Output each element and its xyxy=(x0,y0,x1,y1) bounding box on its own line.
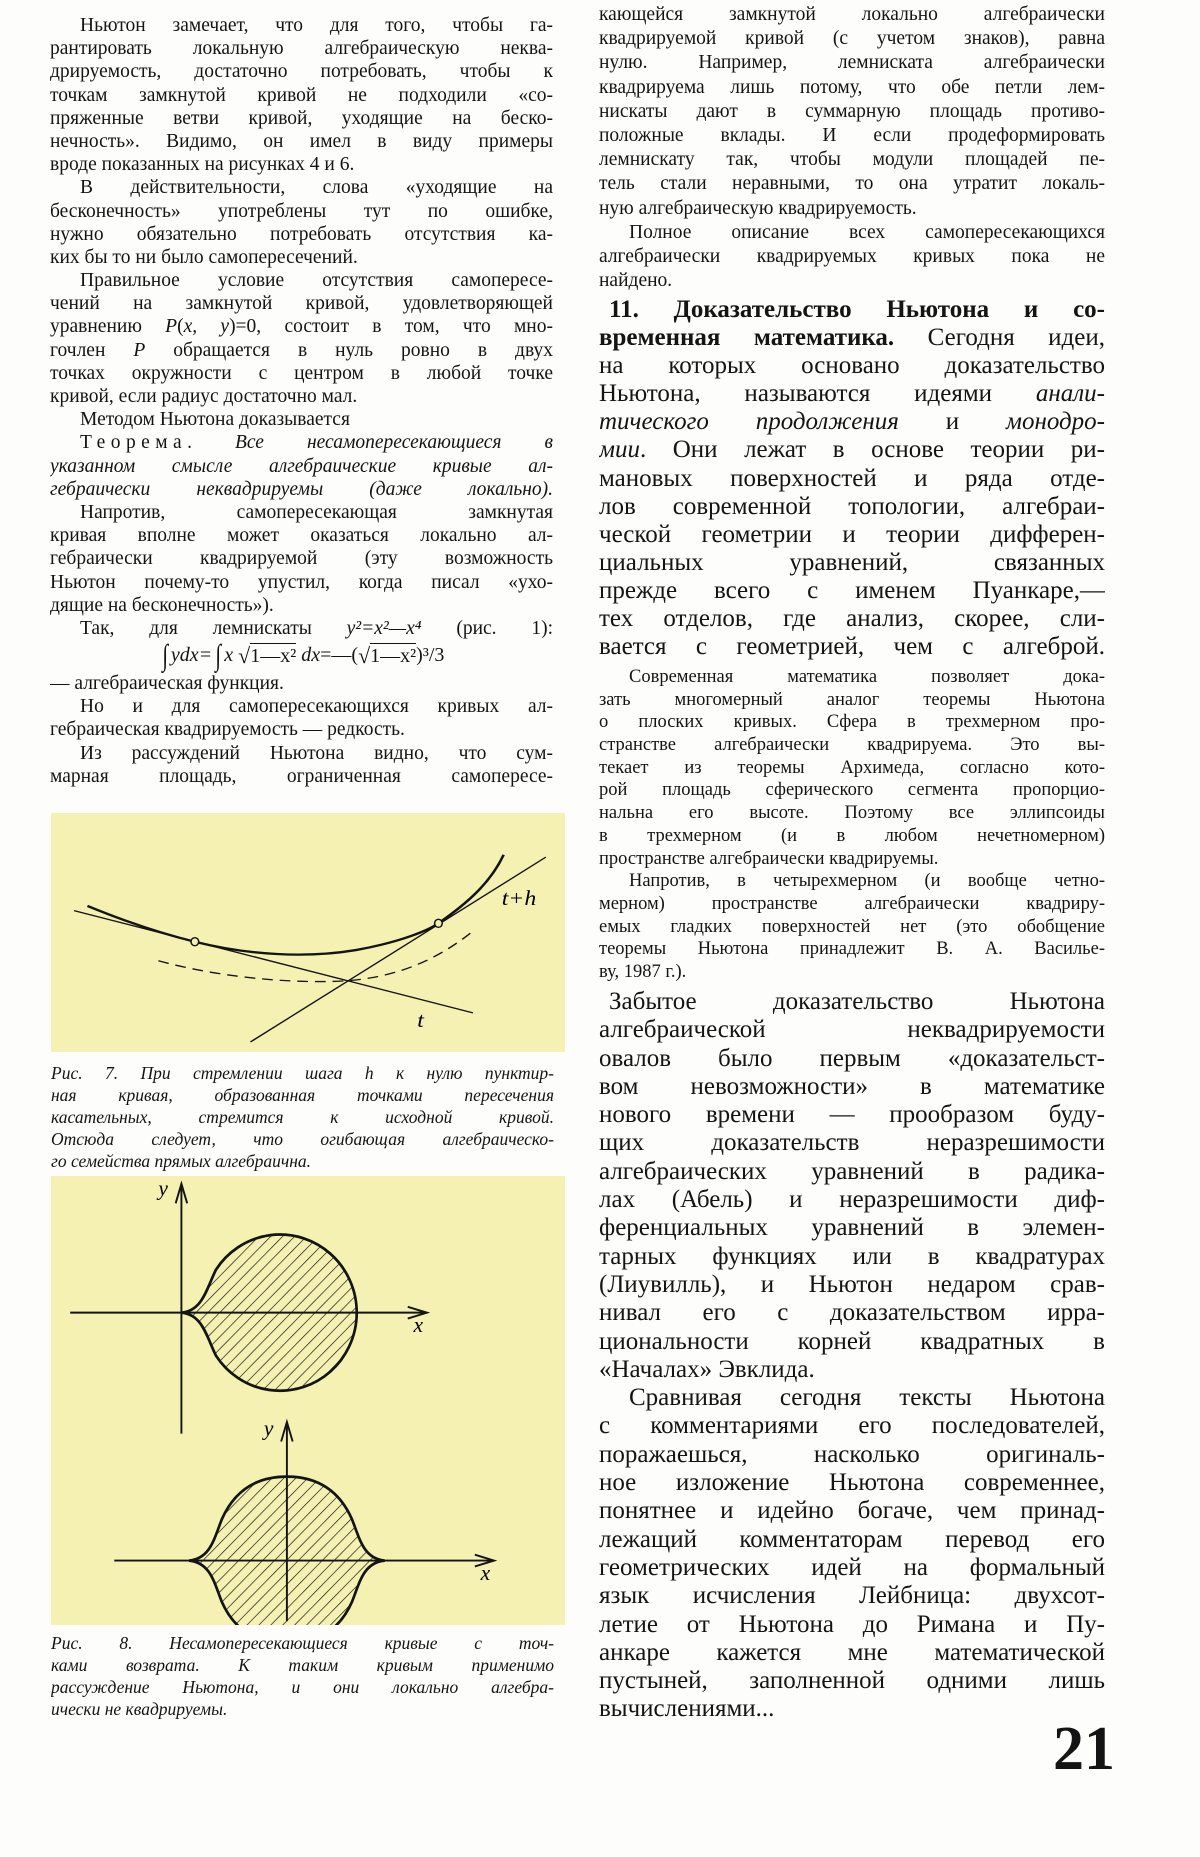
text-line: Полное описание всех самопересекающихся xyxy=(629,221,1105,243)
text-line: Рис. 7. При стремлении шага h к нулю пунктир- xyxy=(51,1063,554,1083)
text-segment: уравнению xyxy=(50,316,166,338)
caption-text xyxy=(51,1632,554,1720)
section-heading-paragraph xyxy=(599,296,1105,661)
text-segment: . Они лежат в основе теории ри- xyxy=(639,436,1105,464)
text-line: странстве алгебраически квадрируема. Это вы- xyxy=(599,735,1105,756)
text-line: геометрических идей на формальный xyxy=(599,1553,1105,1581)
dashed-intersection-curve xyxy=(158,933,471,982)
text-line: нечность». Видимо, он имел в виду примеры xyxy=(50,130,553,152)
text-line: нивал его с доказательством ирра- xyxy=(599,1299,1105,1327)
text-line: нового времени — прообразом буду- xyxy=(599,1101,1105,1129)
tangent-point xyxy=(435,919,443,927)
paragraph xyxy=(599,1384,1105,1724)
bold-text: временная математика. xyxy=(599,324,895,352)
tangent-envelope-diagram xyxy=(51,813,565,1052)
text-line: точкам замкнутой кривой не подходили «со- xyxy=(50,84,553,106)
text-line xyxy=(50,478,553,501)
text-line: кривой, если радиус достаточно мал. xyxy=(50,386,358,407)
text-line: алгебраически квадрируемых кривых пока не xyxy=(599,245,1105,267)
page-number: 21 xyxy=(1053,1715,1115,1783)
text-line: чений на замкнутой кривой, удовлетворяющей xyxy=(50,293,553,315)
text-line: теоремы Ньютона принадлежит В. А. Василье- xyxy=(599,939,1105,960)
text-line: пустыней, заполненной одними лишь xyxy=(599,1667,1105,1695)
text-line: Рис. 8. Несамопересекающиеся кривые с точ- xyxy=(51,1633,554,1653)
text-line xyxy=(599,296,1105,324)
text-line: Напротив, самопересекающая замкнутая xyxy=(80,501,553,523)
text-line: В действительности, слова «уходящие на xyxy=(80,177,553,199)
label-t: t xyxy=(417,1008,424,1032)
text-line: рантировать локальную алгебраическую неква- xyxy=(50,38,553,60)
text-line: понятнее и идейно богаче, чем принад- xyxy=(599,1497,1105,1525)
italic-text: гебраически неквадрируемы (даже локально). xyxy=(50,478,553,500)
paragraph xyxy=(50,408,553,431)
text-line: Забытое доказательство Ньютона xyxy=(609,988,1105,1015)
integral-sign: ∫ xyxy=(215,639,222,673)
text-segment: Ньютона, называются идеями xyxy=(599,380,1036,408)
y-axis-label: y xyxy=(263,1416,274,1441)
text-line: язык исчисления Лейбница: двухсот- xyxy=(599,1582,1105,1610)
text-line: гебраически квадрируемой (эту возможность xyxy=(50,548,553,570)
paragraph xyxy=(599,3,1105,221)
text-segment: )=0, состоит в том, что мно- xyxy=(229,316,553,338)
text-segment: гочлен xyxy=(50,339,134,361)
text-line: кающейся замкнутой локально алгебраически xyxy=(599,4,1105,25)
label-t-plus-h: t+h xyxy=(501,886,537,910)
text-line: циональности корней квадратных в xyxy=(599,1327,1105,1355)
text-line xyxy=(50,431,553,454)
text-line: кривая вполне может оказаться локально ал- xyxy=(50,525,553,547)
right-column-top xyxy=(599,3,1105,293)
text-line xyxy=(50,455,553,478)
small-print-note xyxy=(599,666,1105,984)
text-line: алгебраической неквадрируемости xyxy=(599,1016,1105,1044)
text-line: марная площадь, ограниченная самопересе- xyxy=(50,765,553,787)
text-line: ная кривая, образованная точками пересечения xyxy=(51,1085,554,1105)
text-segment: (рис. 1): xyxy=(421,617,553,639)
text-line: овалов было первым «доказательст- xyxy=(599,1044,1105,1072)
x-axis-label: x xyxy=(413,1313,424,1338)
text-line: лах (Абель) и неразрешимости диф- xyxy=(599,1186,1105,1214)
paragraph xyxy=(50,269,553,408)
text-line: с комментариями его последователей, xyxy=(599,1412,1105,1440)
integral-formula xyxy=(50,640,553,672)
text-line: о плоских кривых. Сфера в трехмерном про- xyxy=(599,712,1105,733)
spaced-text: Теорема xyxy=(80,432,188,454)
italic-text: указанном смысле алгебраические кривые ал- xyxy=(50,455,553,477)
text-line: Правильное условие отсутствия самопересе- xyxy=(80,270,553,292)
text-segment: ( xyxy=(177,316,184,338)
text-line xyxy=(599,324,1105,352)
text-line xyxy=(50,315,553,338)
text-line: на которых основано доказательство xyxy=(599,352,1105,380)
text-line: пряженные ветви кривой, уходящие на беско- xyxy=(50,107,553,129)
italic-text: P xyxy=(165,316,178,338)
text-line: алгебраических уравнений в радика- xyxy=(599,1157,1105,1185)
text-line: мерном) пространстве алгебраически квадриру- xyxy=(599,893,1105,914)
text-line: Сравнивая сегодня тексты Ньютона xyxy=(629,1384,1105,1412)
text-line xyxy=(599,380,1105,408)
text-line: ную алгебраическую квадрируемость. xyxy=(599,197,917,219)
tangent-line-t-plus-h xyxy=(250,857,545,1042)
left-column xyxy=(50,14,553,788)
text-line: Ньютон замечает, что для того, чтобы га- xyxy=(80,15,553,36)
text-line: (Лиувилль), и Ньютон недаром срав- xyxy=(599,1270,1105,1298)
text-line: ически не квадрируемы. xyxy=(51,1699,228,1719)
formula-part: ydx= xyxy=(170,644,213,667)
text-line: квадрируема лишь потому, что обе петли лем- xyxy=(599,76,1105,98)
text-line xyxy=(599,408,1105,436)
section-11 xyxy=(599,296,1105,661)
paragraph xyxy=(599,870,1105,983)
conclusion-text xyxy=(599,988,1105,1724)
text-line: Но и для самопересекающихся кривых ал- xyxy=(80,696,553,718)
text-line: вается с геометрией, чем с алгеброй. xyxy=(599,633,1105,661)
paragraph xyxy=(599,221,1105,294)
formula-part: =—( xyxy=(320,644,359,667)
text-line: прежде всего с именем Пуанкаре,— xyxy=(599,576,1105,604)
text-line: Современная математика позволяет дока- xyxy=(629,667,1105,687)
italic-text: анали- xyxy=(1035,380,1105,408)
italic-text: P xyxy=(133,339,146,361)
theorem-paragraph xyxy=(50,431,553,501)
text-line: циальных уравнений, связанных xyxy=(599,548,1105,576)
text-line: касательных, стремится к исходной кривой. xyxy=(51,1107,554,1127)
text-line: летие от Ньютона до Римана и Пу- xyxy=(599,1610,1105,1638)
text-line: анкаре кажется мне математической xyxy=(599,1638,1105,1666)
text-line: емых гладких поверхностей нет (это обобщение xyxy=(599,916,1105,937)
text-line xyxy=(50,339,553,362)
text-line: ное изложение Ньютона современнее, xyxy=(599,1469,1105,1497)
paragraph xyxy=(50,695,553,741)
text-line: лемнискату так, чтобы модули площадей пе- xyxy=(599,149,1105,171)
bold-text: 11. Доказательство Ньютона и со- xyxy=(609,296,1105,323)
paragraph xyxy=(599,666,1105,870)
text-line: вроде показанных на рисунках 4 и 6. xyxy=(50,154,355,176)
paragraph xyxy=(50,501,553,617)
paragraph xyxy=(50,742,553,788)
text-line: точках окружности с центром в любой точке xyxy=(50,362,553,384)
text-line: ву, 1987 г.). xyxy=(599,961,687,982)
text-line: вом невозможности» в математике xyxy=(599,1072,1105,1100)
radical-sign: √ xyxy=(358,643,371,669)
text-line: лежащий комментаторам перевод его xyxy=(599,1525,1105,1553)
text-line: зать многомерный аналог теоремы Ньютона xyxy=(599,689,1105,710)
text-line: Методом Ньютона доказывается xyxy=(80,409,350,431)
text-line: гебраическая квадрируемость — редкость. xyxy=(50,719,405,741)
x-axis-label: x xyxy=(480,1560,491,1586)
radicand: 1—x² xyxy=(250,645,297,668)
y-axis-label: y xyxy=(158,1176,168,1201)
text-line: рой площадь сферического сегмента пропорцио- xyxy=(599,780,1105,801)
text-line xyxy=(50,617,553,640)
text-line: квадрируемой кривой (с учетом знаков), равна xyxy=(599,28,1105,50)
text-line: тель стали неравными, то она утратит локаль- xyxy=(599,173,1105,195)
text-segment: и xyxy=(898,408,1006,436)
text-line: — алгебраическая функция. xyxy=(50,673,284,695)
text-line: нулю. Например, лемниската алгебраически xyxy=(599,52,1105,74)
text-line: пространстве алгебраически квадрируемы. xyxy=(599,848,939,869)
text-line: мановых поверхностей и ряда отде- xyxy=(599,464,1105,492)
text-line: тех отделов, где анализ, скорее, сли- xyxy=(599,605,1105,633)
text-line: вычислениями... xyxy=(599,1695,775,1723)
text-line xyxy=(599,436,1105,464)
italic-text: монодро- xyxy=(1006,408,1105,436)
italic-text: x, y xyxy=(183,316,230,338)
figure-7 xyxy=(51,813,565,1052)
text-line: ких бы то ни было самопересечений. xyxy=(50,246,358,268)
text-line: положные вклады. И если продеформировать xyxy=(599,124,1105,146)
text-segment: обращается в нуль ровно в двух xyxy=(145,339,553,361)
figure-8-caption xyxy=(51,1632,554,1720)
paragraph xyxy=(50,176,553,269)
text-line: дрируемость, достаточно потребовать, чтобы к xyxy=(50,61,553,83)
text-line: рассуждение Ньютона, и они локально алгебра- xyxy=(51,1677,554,1697)
text-line: нальна его высоте. Поэтому все эллипсоиды xyxy=(599,803,1105,824)
text-line: нужно обязательно потребовать отсутствия ка- xyxy=(50,223,553,245)
text-line: щих доказательств неразрешимости xyxy=(599,1129,1105,1157)
tangent-line-t xyxy=(74,911,473,1013)
text-line: Отсюда следует, что огибающая алгебраическо- xyxy=(51,1129,554,1149)
text-line: ческой геометрии и теории дифферен- xyxy=(599,520,1105,548)
formula-part: x xyxy=(224,644,234,667)
integral-sign: ∫ xyxy=(161,639,168,673)
text-line: дящие на бесконечность»). xyxy=(50,594,274,616)
text-line: поражаешься, насколько оригиналь- xyxy=(599,1440,1105,1468)
formula-part: dx xyxy=(301,644,321,667)
text-segment: . xyxy=(187,432,235,454)
text-line: го семейства прямых алгебраична. xyxy=(51,1151,312,1171)
text-line: Ньютон почему-то упустил, когда писал «ухо- xyxy=(50,571,553,593)
radical-sign: √ xyxy=(238,643,251,669)
figure-8 xyxy=(51,1176,565,1625)
formula-part: )³/3 xyxy=(416,644,445,667)
italic-text: тического продолжения xyxy=(599,408,899,436)
paragraph xyxy=(50,14,553,176)
figure-7-caption xyxy=(51,1062,554,1172)
text-line: текает из теоремы Архимеда, согласно кото- xyxy=(599,757,1105,778)
radicand: 1—x² xyxy=(370,645,417,668)
text-line: нискаты дают в суммарную площадь противо- xyxy=(599,100,1105,122)
text-line: Напротив, в четырехмерном (и вообще четно- xyxy=(629,871,1105,892)
tangent-point xyxy=(191,938,199,946)
italic-text: Все несамопересекающиеся в xyxy=(234,432,553,454)
text-line: тарных функциях или в квадратурах xyxy=(599,1242,1105,1270)
text-segment: Сегодня идеи, xyxy=(894,324,1105,352)
text-line: бесконечность» употреблены тут по ошибке, xyxy=(50,200,553,222)
caption-text xyxy=(51,1062,554,1172)
text-line: лов современной топологии, алгебраи- xyxy=(599,492,1105,520)
text-line: найдено. xyxy=(599,270,673,292)
text-line: Из рассуждений Ньютона видно, что сум- xyxy=(80,742,553,764)
text-line: ками возврата. К таким кривым применимо xyxy=(51,1655,554,1675)
cusp-curves-diagram xyxy=(51,1176,565,1625)
original-curve xyxy=(87,855,503,955)
text-line: «Началах» Эвклида. xyxy=(599,1355,815,1383)
italic-text: y²=x²—x⁴ xyxy=(346,617,422,639)
text-line: ференциальных уравнений в элемен- xyxy=(599,1214,1105,1242)
paragraph xyxy=(50,672,553,695)
text-line: в трехмерном (и в любом нечетномерном) xyxy=(599,825,1105,846)
paragraph xyxy=(599,988,1105,1384)
text-segment: Так, для лемнискаты xyxy=(80,617,347,639)
paragraph xyxy=(50,617,553,640)
italic-text: мии xyxy=(599,436,640,464)
